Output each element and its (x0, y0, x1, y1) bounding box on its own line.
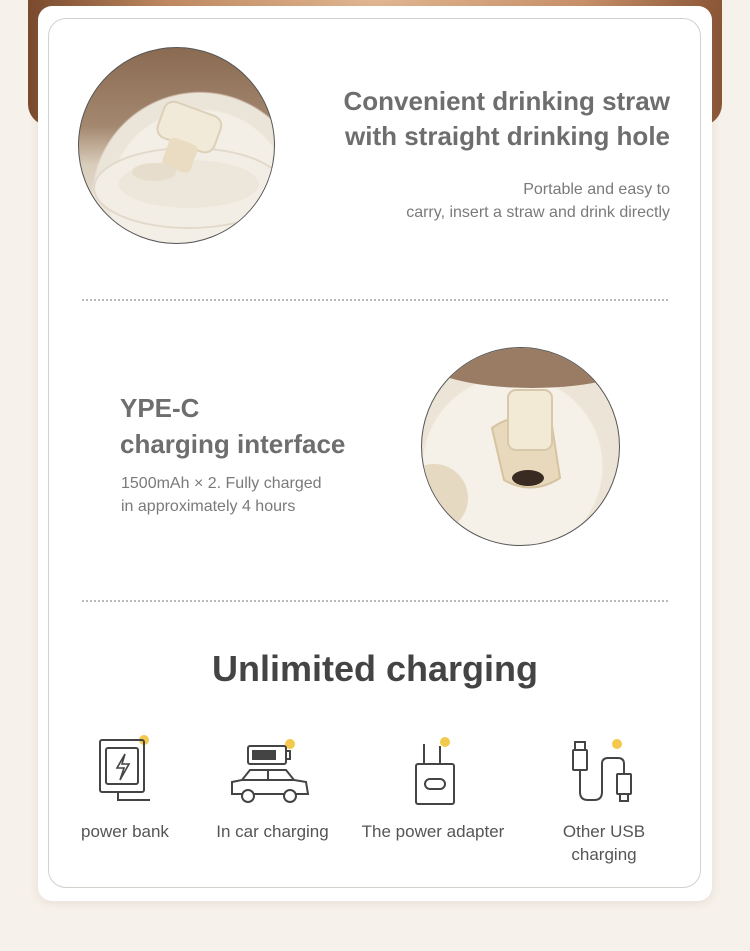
charging-desc-line1: 1500mAh × 2. Fully charged (121, 475, 322, 492)
power-bank-label (60, 820, 190, 843)
unlimited-charging-title: Unlimited charging (211, 648, 539, 689)
straw-feature-title (250, 84, 670, 154)
usb-charging-label (540, 820, 668, 866)
straw-feature-description (250, 178, 670, 224)
charging-feature-title (120, 390, 420, 462)
car-charging-label-line1: In car charging (216, 822, 329, 841)
charging-desc-line2: in approximately 4 hours (121, 498, 296, 515)
car-charging-label (200, 820, 345, 843)
divider-1 (82, 299, 668, 301)
car-charging-icon (228, 736, 312, 811)
divider-2 (82, 600, 668, 602)
power-adapter-label-line1: The power adapter (361, 822, 505, 841)
charging-feature-description (121, 472, 421, 518)
power-adapter-icon (408, 734, 458, 813)
straw-lid-photo (78, 47, 275, 244)
straw-desc-line2: carry, insert a straw and drink directly (406, 204, 670, 221)
usb-cable-icon (568, 734, 638, 813)
charging-title-line2: charging interface (120, 429, 346, 459)
charging-title-line1: YPE-C (120, 393, 200, 423)
straw-title-line1: Convenient drinking straw (343, 86, 670, 116)
power-bank-label-line1: power bank (81, 822, 169, 841)
straw-desc-line1: Portable and easy to (523, 181, 670, 198)
usb-charging-label-line1: Other USB (562, 822, 646, 841)
power-adapter-label (348, 820, 518, 843)
usb-charging-label-line2: charging (571, 845, 637, 864)
type-c-port-photo (421, 347, 620, 546)
straw-title-line2: with straight drinking hole (345, 121, 670, 151)
power-bank-icon (94, 732, 154, 811)
